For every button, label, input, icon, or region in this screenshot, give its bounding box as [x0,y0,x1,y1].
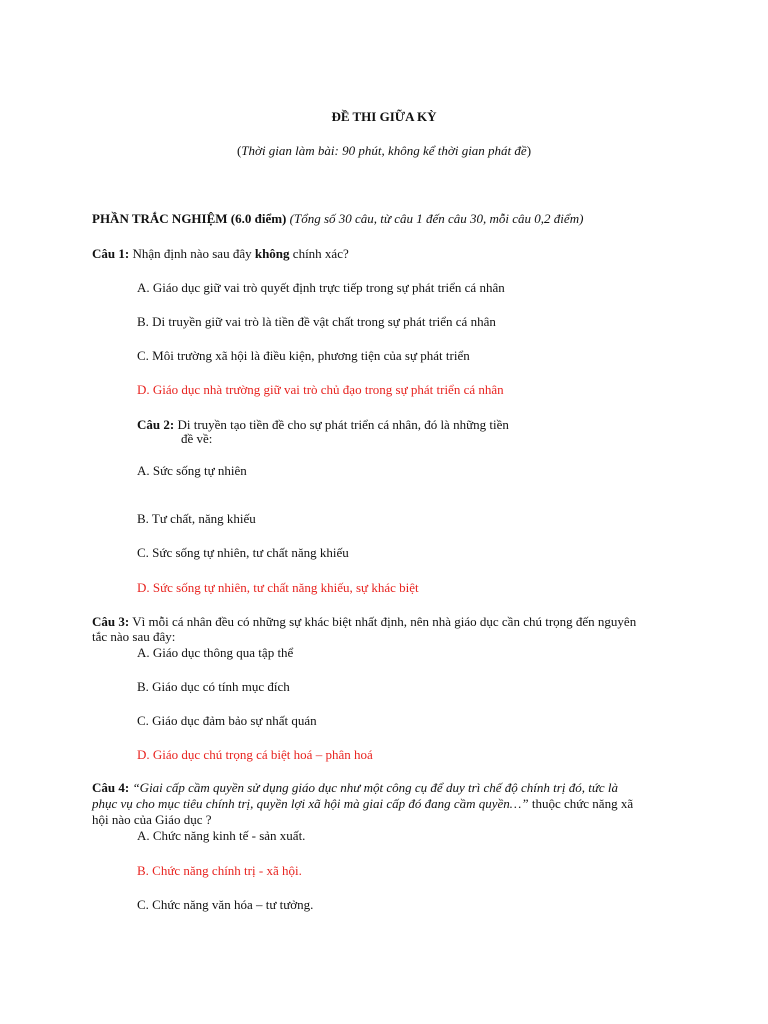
question-4-option-a: A. Chức năng kinh tế - sản xuất. [137,828,306,843]
subtitle-text: Thời gian làm bài: 90 phút, không kể thời gian phát đề [241,143,527,158]
question-3-prompt-continued: tắc nào sau đây: [92,629,176,644]
subtitle-open-paren: ( [236,143,242,158]
question-emphasis: không [254,246,290,261]
question-label: Câu 4: [92,780,130,795]
question-2-option-d-correct: D. Sức sống tự nhiên, tư chất năng khiếu, sự khác biệt [137,580,419,595]
question-3-option-b: B. Giáo dục có tính mục đích [137,679,290,694]
question-2-prompt [137,418,509,432]
question-text: thuộc chức năng xã [531,796,634,811]
question-label: Câu 1: [92,246,130,261]
question-1-option-b: B. Di truyền giữ vai trò là tiền đề vật chất trong sự phát triển cá nhân [137,314,496,329]
question-1-option-a: A. Giáo dục giữ vai trò quyết định trực tiếp trong sự phát triển cá nhân [137,280,505,295]
section-heading-line [92,212,583,226]
exam-title: ĐỀ THI GIỮA KỲ [331,109,437,124]
question-1-option-c: C. Môi trường xã hội là điều kiện, phương tiện của sự phát triển [137,348,470,363]
question-quote: “Giai cấp cầm quyền sử dụng giáo dục như một công cụ để duy trì chế độ chính trị đó, tức là [132,780,619,795]
subtitle-close-paren: ) [526,143,532,158]
question-4-prompt [92,781,618,795]
section-heading: PHẦN TRẮC NGHIỆM (6.0 điểm) [92,211,287,226]
question-1-option-d-correct: D. Giáo dục nhà trường giữ vai trò chủ đạo trong sự phát triển cá nhân [137,382,504,397]
question-4-option-b-correct: B. Chức năng chính trị - xã hội. [137,863,302,878]
question-3-option-a: A. Giáo dục thông qua tập thể [137,645,294,660]
exam-subtitle [0,144,768,158]
question-text: Di truyền tạo tiền đề cho sự phát triển cá nhân, đó là những tiền [177,417,509,432]
question-3-option-c: C. Giáo dục đảm bảo sự nhất quán [137,713,317,728]
question-4-prompt-line-2 [92,797,633,811]
question-2-option-b: B. Tư chất, năng khiếu [137,511,256,526]
question-3-prompt [92,615,636,629]
question-text: chính xác? [292,246,349,261]
question-4-option-c: C. Chức năng văn hóa – tư tưởng. [137,897,314,912]
question-quote: phục vụ cho mục tiêu chính trị, quyền lợi xã hội mà giai cấp đó đang cầm quyền…” [92,796,529,811]
question-text: Vì mỗi cá nhân đều có những sự khác biệt nhất định, nên nhà giáo dục cần chú trọng đến nguyên [132,614,637,629]
question-2-prompt-continued: đề về: [181,431,213,446]
question-4-prompt-line-3: hội nào của Giáo dục ? [92,812,212,827]
question-label: Câu 2: [137,417,175,432]
question-text: Nhận định nào sau đây [132,246,252,261]
section-note: (Tổng số 30 câu, từ câu 1 đến câu 30, mỗi câu 0,2 điểm) [289,211,584,226]
question-1-prompt [92,247,349,261]
question-2-option-a: A. Sức sống tự nhiên [137,463,247,478]
question-3-option-d-correct: D. Giáo dục chú trọng cá biệt hoá – phân hoá [137,747,373,762]
question-label: Câu 3: [92,614,130,629]
question-2-option-c: C. Sức sống tự nhiên, tư chất năng khiếu [137,545,349,560]
